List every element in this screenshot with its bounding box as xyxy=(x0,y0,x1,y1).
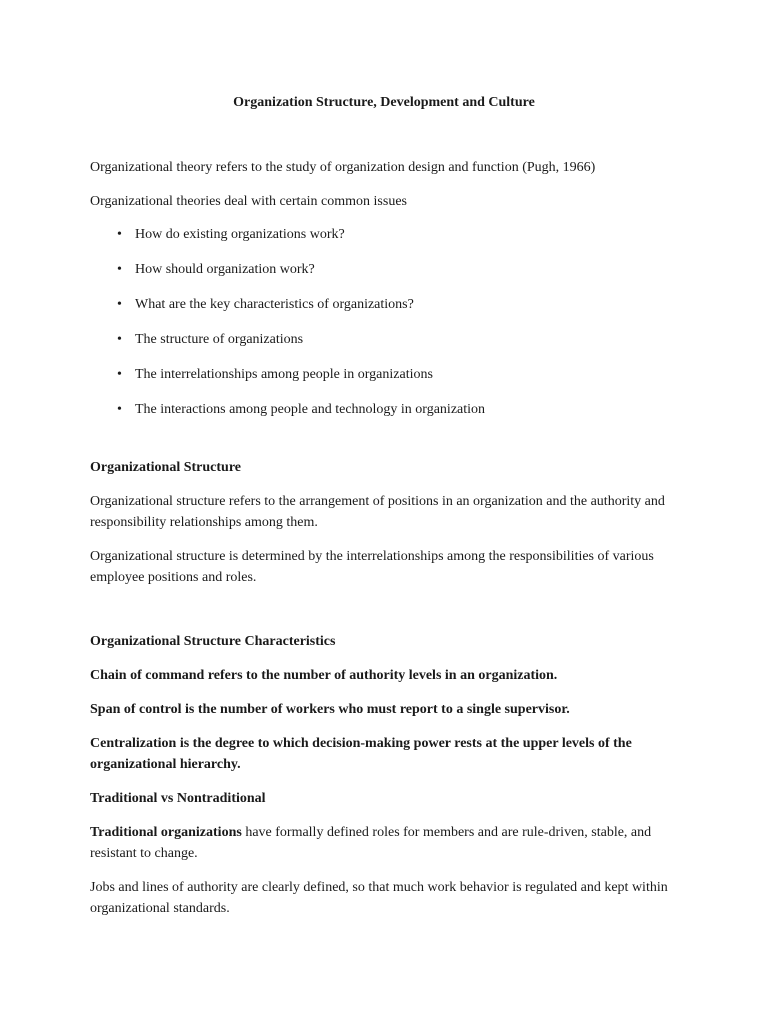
chain-of-command-paragraph: Chain of command refers to the number of authority levels in an organization. xyxy=(90,668,558,683)
list-item-text: How do existing organizations work? xyxy=(135,227,345,242)
spacer xyxy=(90,434,680,457)
list-item xyxy=(90,399,680,434)
bullet-icon: • xyxy=(117,297,122,312)
traditional-paragraph-2: Jobs and lines of authority are clearly defined, so that much work behavior is regulated and kept within organizational standards. xyxy=(90,880,668,916)
list-item-text: The structure of organizations xyxy=(135,332,304,347)
structure-paragraph-1: Organizational structure refers to the arrangement of positions in an organization and the authority and responsibility relationships among them. xyxy=(90,494,665,530)
section-heading-structure: Organizational Structure xyxy=(90,460,242,475)
structure-paragraph-2: Organizational structure is determined by the interrelationships among the responsibilities of various employee positions and roles. xyxy=(90,549,654,585)
centralization-paragraph: Centralization is the degree to which decision-making power rests at the upper levels of the organizational hierarchy. xyxy=(90,736,632,772)
list-item-text: What are the key characteristics of organizations? xyxy=(135,297,414,312)
bullet-icon: • xyxy=(117,332,122,347)
intro-paragraph-1: Organizational theory refers to the study of organization design and function (Pugh, 1966) xyxy=(90,160,596,175)
section-heading-traditional: Traditional vs Nontraditional xyxy=(90,791,266,806)
list-item-text: How should organization work? xyxy=(135,262,315,277)
spacer xyxy=(90,601,680,631)
traditional-term: Traditional organizations xyxy=(90,825,242,840)
list-item-text: The interrelationships among people in organizations xyxy=(135,367,433,382)
list-item-text: The interactions among people and technology in organization xyxy=(135,402,486,417)
document-body xyxy=(90,157,680,932)
bullet-icon: • xyxy=(117,227,122,242)
bullet-icon: • xyxy=(117,402,122,417)
list-item xyxy=(90,259,680,294)
document-title: Organization Structure, Development and Culture xyxy=(233,95,535,110)
traditional-paragraph-1 xyxy=(90,822,680,864)
list-item xyxy=(90,364,680,399)
traditional-definition: have formally defined roles for members and are rule-driven, stable, and resistant to change. xyxy=(90,825,652,861)
list-item xyxy=(90,294,680,329)
issues-list xyxy=(90,224,680,434)
bullet-icon: • xyxy=(117,367,122,382)
list-item xyxy=(90,224,680,259)
span-of-control-paragraph: Span of control is the number of workers who must report to a single supervisor. xyxy=(90,702,570,717)
section-heading-characteristics: Organizational Structure Characteristics xyxy=(90,634,336,649)
bullet-icon: • xyxy=(117,262,122,277)
intro-paragraph-2: Organizational theories deal with certain common issues xyxy=(90,194,407,209)
list-item xyxy=(90,329,680,364)
